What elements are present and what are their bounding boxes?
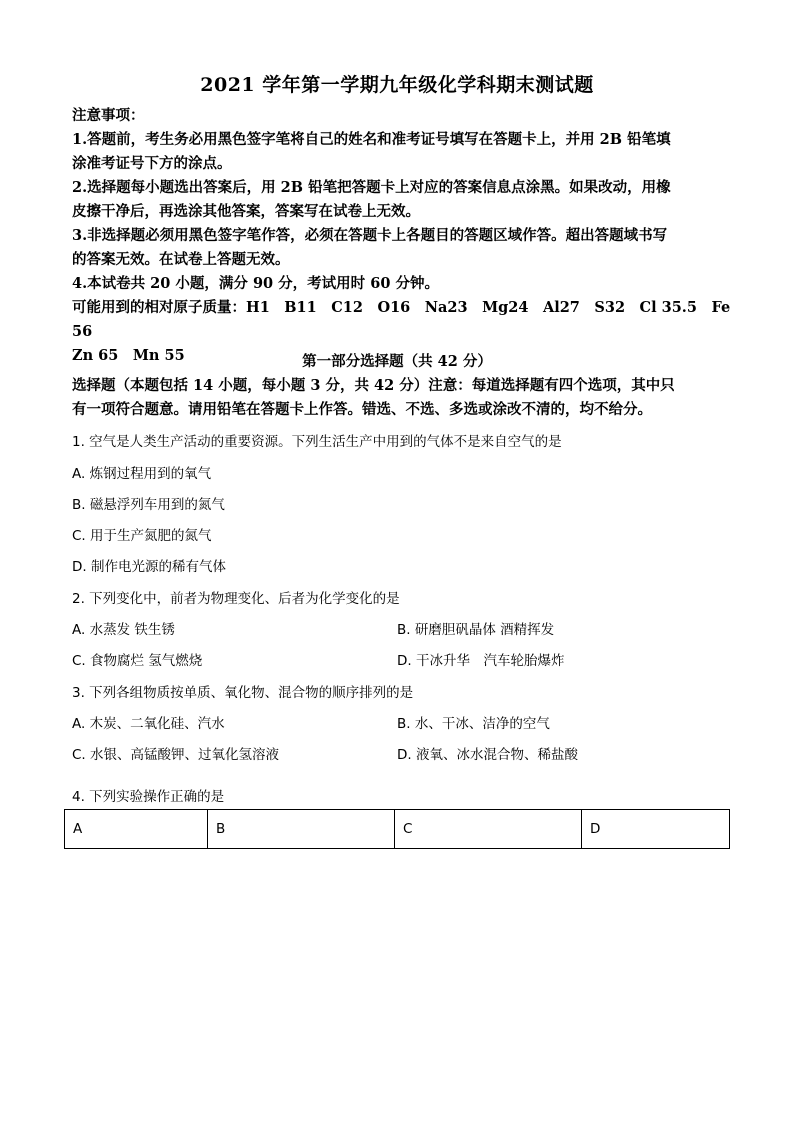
question-1-stem: 1. 空气是人类生产活动的重要资源。下列生活生产中用到的气体不是来自空气的是 <box>72 434 562 450</box>
notes-heading: 注意事项： <box>72 107 145 124</box>
question-3-stem: 3. 下列各组物质按单质、氧化物、混合物的顺序排列的是 <box>72 685 414 701</box>
answer-cell-a: A <box>65 810 208 849</box>
question-2-option-c: C. 食物腐烂 氢气燃烧 <box>72 653 203 669</box>
question-4-answer-table <box>64 809 730 849</box>
notes-line: 1.答题前，考生务必用黑色签字笔将自己的姓名和准考证号填写在答题卡上，并用 2B 铅笔填 <box>72 131 671 148</box>
question-2-option-d: D. 干冰升华 汽车轮胎爆炸 <box>397 653 565 669</box>
page-title: 2021 学年第一学期九年级化学科期末测试题 <box>200 74 594 96</box>
question-1-option-b: B. 磁悬浮列车用到的氮气 <box>72 497 225 513</box>
question-3-option-c: C. 水银、高锰酸钾、过氧化氢溶液 <box>72 747 280 763</box>
notes-line: 的答案无效。在试卷上答题无效。 <box>72 251 290 268</box>
question-1-option-a: A. 炼钢过程用到的氧气 <box>72 466 212 482</box>
answer-cell-b: B <box>208 810 395 849</box>
notes-line: 皮擦干净后，再选涂其他答案，答案写在试卷上无效。 <box>72 203 420 220</box>
section-title: 第一部分选择题（共 42 分） <box>302 353 492 370</box>
intro-line: 有一项符合题意。请用铅笔在答题卡上作答。错选、不选、多选或涂改不清的，均不给分。 <box>72 401 652 418</box>
question-4-stem: 4. 下列实验操作正确的是 <box>72 789 225 805</box>
notes-line: 涂准考证号下方的涂点。 <box>72 155 232 172</box>
question-3-option-a: A. 木炭、二氧化硅、汽水 <box>72 716 225 732</box>
answer-cell-d: D <box>582 810 730 849</box>
question-2-option-b: B. 研磨胆矾晶体 酒精挥发 <box>397 622 555 638</box>
question-1-option-d: D. 制作电光源的稀有气体 <box>72 559 226 575</box>
answer-cell-c: C <box>395 810 582 849</box>
question-1-option-c: C. 用于生产氮肥的氮气 <box>72 528 212 544</box>
section-intro <box>72 374 732 422</box>
question-2-stem: 2. 下列变化中，前者为物理变化、后者为化学变化的是 <box>72 591 400 607</box>
notes-line: 3.非选择题必须用黑色签字笔作答，必须在答题卡上各题目的答题区域作答。超出答题域书写 <box>72 227 668 244</box>
atomic-mass-line: 可能用到的相对原子质量：H1 B11 C12 O16 Na23 Mg24 Al27 S32 Cl 35.5 Fe 56 <box>72 299 731 340</box>
notes-block <box>72 104 732 368</box>
question-3-option-b: B. 水、干冰、洁净的空气 <box>397 716 550 732</box>
notes-line: 2.选择题每小题选出答案后，用 2B 铅笔把答题卡上对应的答案信息点涂黑。如果改动，用橡 <box>72 179 671 196</box>
question-2-option-a: A. 水蒸发 铁生锈 <box>72 622 175 638</box>
intro-line: 选择题（本题包括 14 小题，每小题 3 分，共 42 分）注意：每道选择题有四个选项，其中只 <box>72 377 675 394</box>
atomic-mass-line: Zn 65 Mn 55 <box>72 347 185 364</box>
table-row <box>65 810 730 849</box>
question-3-option-d: D. 液氧、冰水混合物、稀盐酸 <box>397 747 578 763</box>
notes-line: 4.本试卷共 20 小题，满分 90 分，考试用时 60 分钟。 <box>72 275 439 292</box>
